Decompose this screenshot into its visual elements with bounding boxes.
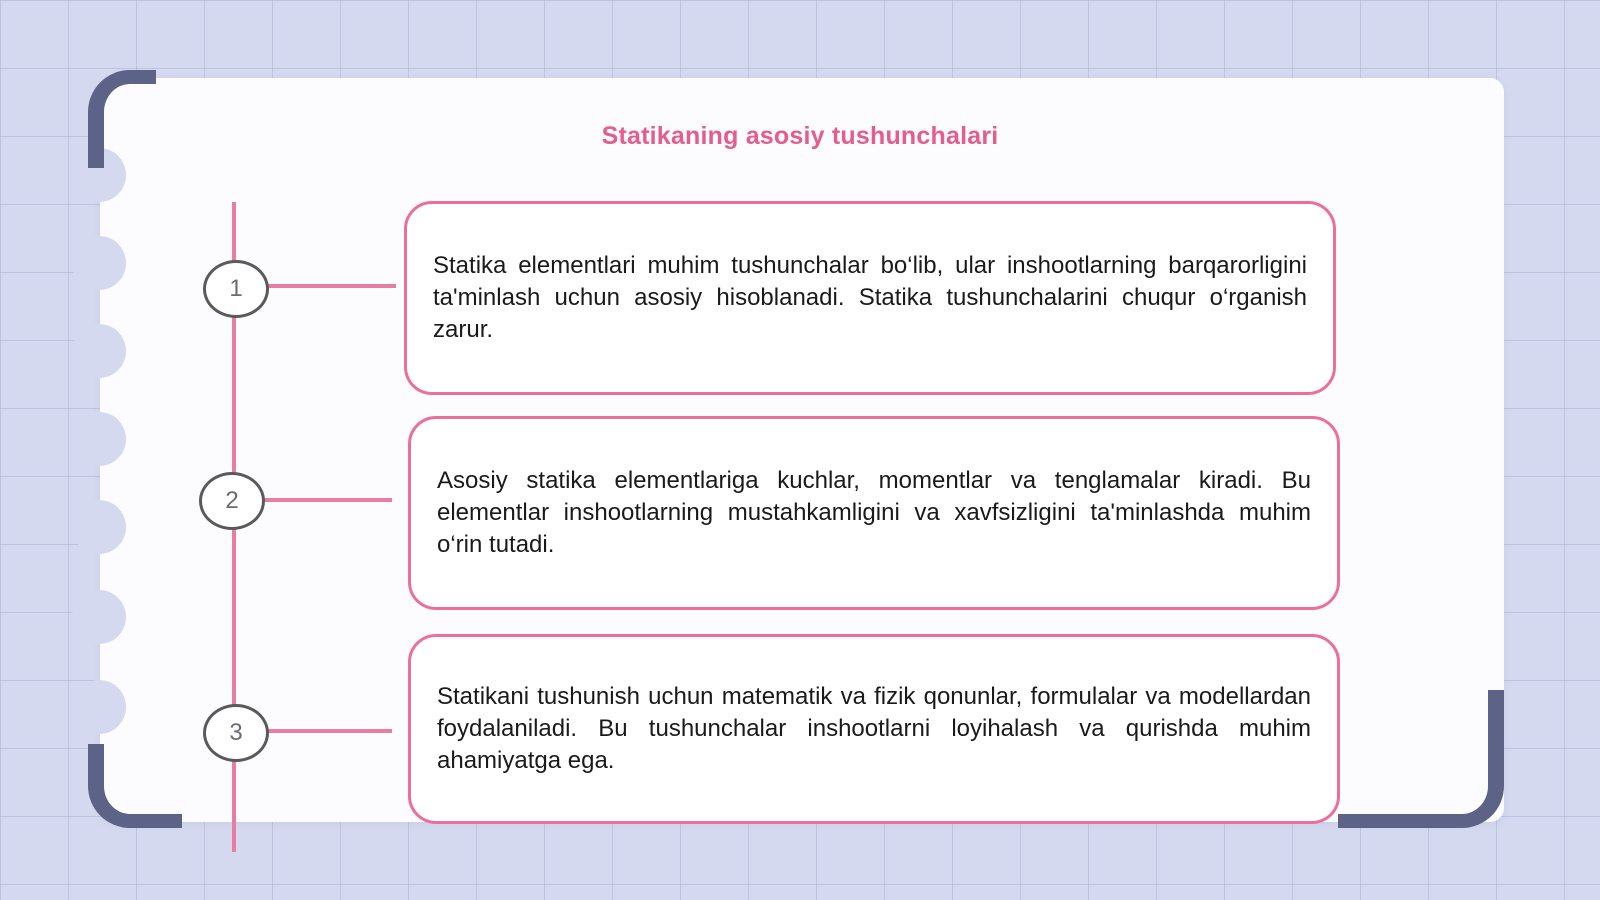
- page-notch: [72, 590, 126, 644]
- frame-corner-bottom-right: [1338, 690, 1504, 828]
- timeline-connector: [266, 284, 396, 288]
- step-number-3: 3: [203, 704, 269, 762]
- info-box-text: Asosiy statika elementlariga kuchlar, momentlar va tenglamalar kiradi. Bu elementlar inshootlarning mustahkamligini va xavfsizligini ta'minlashda muhim o‘rin tutadi.: [437, 467, 1311, 558]
- page-notch: [72, 236, 126, 290]
- page-notch: [72, 680, 126, 734]
- page-notch: [72, 412, 126, 466]
- frame-corner-top-left: [88, 70, 156, 168]
- page-notch: [72, 324, 126, 378]
- step-number-2: 2: [199, 472, 265, 530]
- info-box-text: Statika elementlari muhim tushunchalar bo‘lib, ular inshootlarning barqarorligini ta'minlash uchun asosiy hisoblanadi. Statika tushunchalarini chuqur o‘rganish zarur.: [433, 252, 1307, 343]
- frame-corner-bottom-left: [88, 744, 182, 828]
- timeline-connector: [262, 498, 392, 502]
- info-box-2: [408, 416, 1340, 610]
- info-box-1: [404, 201, 1336, 395]
- step-number-1: 1: [203, 260, 269, 318]
- info-box-text: Statikani tushunish uchun matematik va fizik qonunlar, formulalar va modellardan foydalaniladi. Bu tushunchalar inshootlarni loyihalash va qurishda muhim ahamiyatga ega.: [437, 683, 1311, 774]
- slide-title: Statikaning asosiy tushunchalari: [601, 122, 999, 150]
- timeline-connector: [266, 729, 392, 733]
- info-box-3: [408, 634, 1340, 824]
- page-notch: [72, 500, 126, 554]
